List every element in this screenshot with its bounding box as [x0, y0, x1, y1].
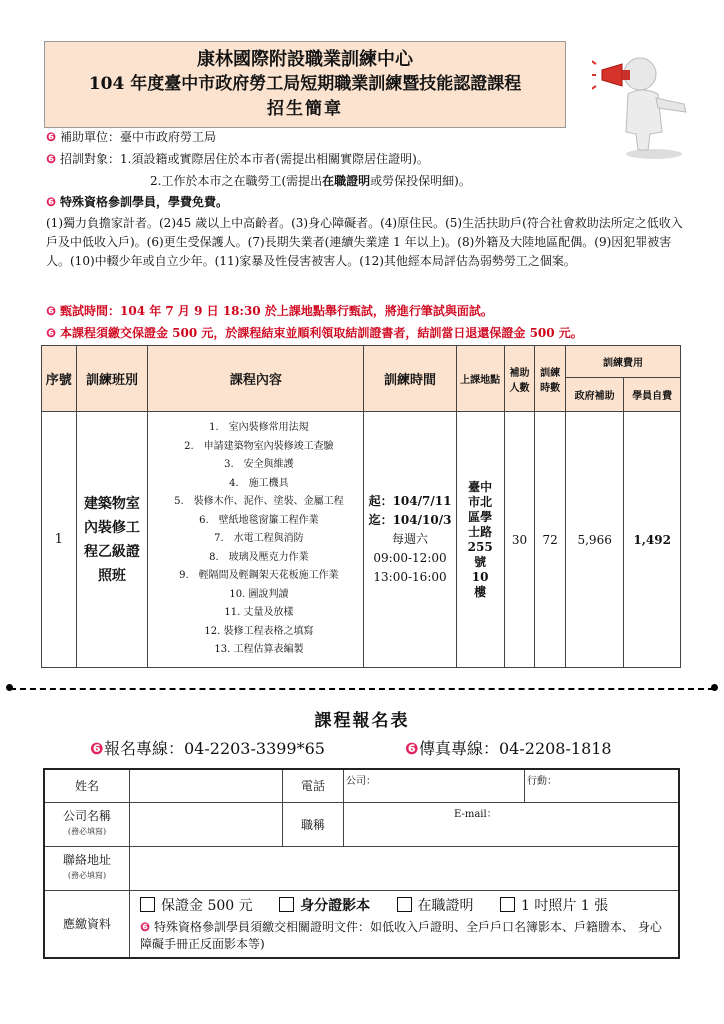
header-content: 課程內容	[148, 346, 364, 412]
row-gov: 5,966	[565, 412, 623, 668]
bullet-icon: ❻	[46, 195, 57, 209]
course-table	[41, 345, 681, 668]
name-field[interactable]	[130, 769, 283, 802]
bullet-icon: ❻	[46, 326, 57, 340]
bullet-icon: ❻	[140, 919, 151, 934]
title-box	[44, 41, 566, 128]
employment-proof-checkbox[interactable]: 在職證明	[397, 898, 474, 914]
target-line-2: 2.工作於本市之在職勞工(需提出在職證明或勞保投保明細)。	[150, 174, 471, 188]
docs-cell	[130, 890, 680, 958]
registration-form	[43, 768, 680, 959]
bullet-icon: ❻	[405, 739, 419, 758]
megaphone-mascot-icon	[592, 42, 712, 162]
registration-title: 課程報名表	[314, 711, 410, 731]
company-name-field[interactable]	[130, 802, 283, 846]
fax-line: ❻傳真專線：04-2208-1818	[405, 739, 612, 758]
photo-checkbox[interactable]: 1 吋照片 1 張	[500, 898, 608, 914]
header-location: 上課地點	[456, 346, 504, 412]
mobile-field[interactable]: 行動：	[525, 769, 680, 802]
header-trainees: 補助人數	[504, 346, 535, 412]
email-field[interactable]: E-mail：	[344, 802, 680, 846]
row-hours: 72	[535, 412, 566, 668]
name-label: 姓名	[44, 769, 130, 802]
row-no: 1	[42, 412, 77, 668]
phone-line: ❻報名專線：04-2203-3399*65	[90, 739, 325, 758]
header-gov: 政府補助	[565, 378, 623, 412]
address-field[interactable]	[130, 846, 680, 890]
exam-line: ❻ 甄試時間：104 年 7 月 9 日 18:30 於上課地點舉行甄試，將進行筆試與面試。	[46, 304, 493, 318]
divider-dot	[711, 684, 718, 691]
row-class-name: 建築物室內裝修工程乙級證照班	[76, 412, 148, 668]
bullet-icon: ❻	[46, 304, 57, 318]
bullet-icon: ❻	[46, 152, 57, 166]
bullet-icon: ❻	[90, 739, 104, 758]
dashed-divider	[10, 688, 714, 692]
row-time: 起：104/7/11 迄：104/10/3 每週六 09:00-12:00 13:00-16:00	[364, 412, 456, 668]
bullet-icon: ❻	[46, 130, 57, 144]
program-title: 104 年度臺中市政府勞工局短期職業訓練暨技能認證課程	[88, 74, 522, 94]
company-phone-field[interactable]: 公司：	[344, 769, 525, 802]
header-self: 學員自費	[624, 378, 681, 412]
table-row	[42, 412, 681, 668]
center-name: 康林國際附設職業訓練中心	[197, 49, 413, 70]
header-hours: 訓練時數	[535, 346, 566, 412]
header-class: 訓練班別	[76, 346, 148, 412]
special-list: (1)獨力負擔家計者。(2)45 歲以上中高齡者。(3)身心障礙者。(4)原住民。(5)生活扶助戶(符合社會救助法所定之低收入戶及中低收入戶)。(6)更生受保護人。(7)長期失業者(連續失業達 1 年以上)。(8)外籍及大陸地區配偶。(9)因犯罪被害人。(10)中輟少年或自立少年。(11)家暴及性侵害被害人。(12)其他經本局評估為弱勢勞工之個案。	[46, 216, 683, 268]
row-self: 1,492	[624, 412, 681, 668]
sponsor-line: ❻ 補助單位：臺中市政府勞工局	[46, 130, 217, 144]
address-label: 聯絡地址 (務必填寫)	[44, 846, 130, 890]
row-trainees: 30	[504, 412, 535, 668]
row-contents: 1. 室內裝修常用法規 2. 申請建築物室內裝修竣工查驗 3. 安全與維護 4. 施工機具 5. 裝修木作、泥作、塗裝、金屬工程 6. 壁紙地毯窗簾工程作業 7. 水電工程與消防 8. 玻璃及壓克力作業 9. 輕隔間及輕鋼架天花板施工作業 10. 圖說判讀 11. 丈量及放樣 12. 裝修工程表格之填寫 13. 工程估算表編製	[148, 412, 364, 668]
job-title-label: 職稱	[283, 802, 344, 846]
deposit-checkbox[interactable]: 保證金 500 元	[140, 898, 253, 914]
header-no: 序號	[42, 346, 77, 412]
docs-note: ❻ 特殊資格參訓學員須繳交相關證明文件：如低收入戶證明、全戶戶口名簿影本、戶籍謄本、 身心障礙手冊正反面影本等)	[140, 919, 662, 951]
header-fee: 訓練費用	[565, 346, 680, 378]
header-time: 訓練時間	[364, 346, 456, 412]
special-line: ❻ 特殊資格參訓學員，學費免費。	[46, 195, 229, 209]
brochure-title: 招生簡章	[267, 99, 343, 119]
row-location: 臺中市北區學士路255號10樓	[456, 412, 504, 668]
tel-label: 電話	[283, 769, 344, 802]
target-line-1: ❻ 招訓對象：1.須設籍或實際居住於本市者(需提出相關實際居住證明)。	[46, 152, 429, 166]
company-name-label: 公司名稱 (務必填寫)	[44, 802, 130, 846]
id-copy-checkbox[interactable]: 身分證影本	[279, 898, 370, 914]
deposit-line: ❻ 本課程須繳交保證金 500 元，於課程結束並順利領取結訓證書者，結訓當日退還保證金 500 元。	[46, 326, 583, 340]
docs-label: 應繳資料	[44, 890, 130, 958]
